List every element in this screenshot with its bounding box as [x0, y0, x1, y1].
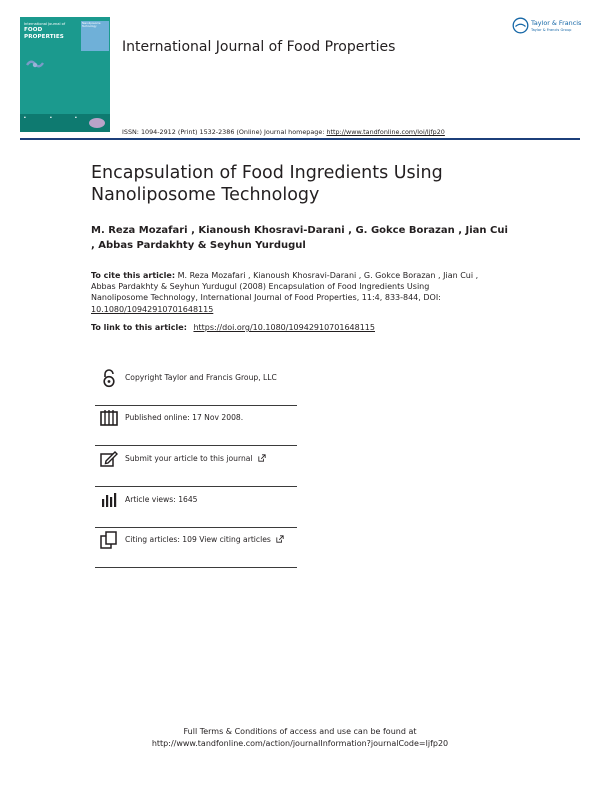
- publisher-logo-icon: [512, 17, 529, 34]
- edit-icon: [99, 449, 119, 469]
- article-link-label: To link to this article:: [91, 323, 187, 332]
- open-access-icon: [99, 368, 119, 388]
- citation-label: To cite this article:: [91, 271, 176, 280]
- row-divider: [95, 445, 297, 447]
- journal-name: International Journal of Food Properties: [122, 39, 396, 55]
- published-date-text: Published online: 17 Nov 2008.: [125, 413, 244, 422]
- header-divider: [20, 138, 580, 140]
- page-footer: [0, 726, 600, 750]
- article-link-line: [91, 323, 375, 332]
- submit-link[interactable]: [125, 454, 266, 463]
- publisher-logo[interactable]: [512, 17, 582, 37]
- cover-inset-text: Nanoliposome Technology: [82, 22, 101, 29]
- external-link-icon: [258, 454, 266, 462]
- row-divider: [95, 567, 297, 569]
- cover-molecule-graphic: [26, 59, 44, 69]
- publisher-logo-name: Taylor & Francis: [531, 19, 582, 27]
- publisher-logo-sub: Taylor & Francis Group: [531, 28, 572, 32]
- published-row: [95, 406, 297, 446]
- cover-publisher-mark: [88, 117, 106, 129]
- cover-title-line1: International Journal of: [24, 22, 66, 26]
- article-doi-link[interactable]: https://doi.org/10.1080/10942910701648115: [193, 323, 375, 332]
- article-authors: M. Reza Mozafari , Kianoush Khosravi-Darani , G. Gokce Borazan , Jian Cui , Abbas Pardakhty & Seyhun Yurdugul: [91, 225, 508, 251]
- citing-articles-text: Citing articles: 109 View citing articles: [125, 535, 271, 544]
- copyright-text: Copyright Taylor and Francis Group, LLC: [125, 373, 277, 382]
- external-link-icon: [276, 535, 284, 543]
- footer-terms-link[interactable]: http://www.tandfonline.com/action/journalInformation?journalCode=ljfp20: [151, 739, 449, 748]
- citation-block: [91, 270, 481, 315]
- footer-terms-text: Full Terms & Conditions of access and use can be found at: [183, 727, 417, 736]
- citing-row[interactable]: [95, 528, 297, 568]
- cover-title-line2: FOOD PROPERTIES: [24, 27, 64, 40]
- cover-inset: [81, 21, 109, 51]
- cover-title: [24, 22, 80, 40]
- bar-chart-icon: [99, 490, 119, 510]
- citing-articles-icon: [99, 530, 119, 550]
- journal-cover-image: [20, 17, 110, 132]
- row-divider: [95, 486, 297, 488]
- calendar-icon: [99, 408, 119, 428]
- issn-text: ISSN: 1094-2912 (Print) 1532-2386 (Online) Journal homepage:: [122, 128, 325, 136]
- submit-text: Submit your article to this journal: [125, 454, 253, 463]
- submit-row[interactable]: [95, 447, 297, 487]
- article-views-text: Article views: 1645: [125, 495, 198, 504]
- citation-doi-link[interactable]: 10.1080/10942910701648115: [91, 304, 214, 314]
- copyright-row: [95, 366, 297, 406]
- journal-homepage-link[interactable]: http://www.tandfonline.com/loi/ljfp20: [326, 128, 445, 136]
- citation-text: M. Reza Mozafari , Kianoush Khosravi-Darani , G. Gokce Borazan , Jian Cui , Abbas Pardakhty & Seyhun Yurdugul (2008) Encapsulation of Food Ingredients Using Nanoliposome Technology, International Journal of Food Properties, 11:4, 833-844, DOI:: [91, 271, 479, 303]
- views-row: [95, 488, 297, 528]
- article-title: Encapsulation of Food Ingredients Using Nanoliposome Technology: [91, 163, 443, 205]
- citing-articles-link[interactable]: [125, 535, 284, 544]
- issn-line: [122, 128, 445, 136]
- cover-footer-band: ▪ ▪ ▪: [20, 114, 110, 132]
